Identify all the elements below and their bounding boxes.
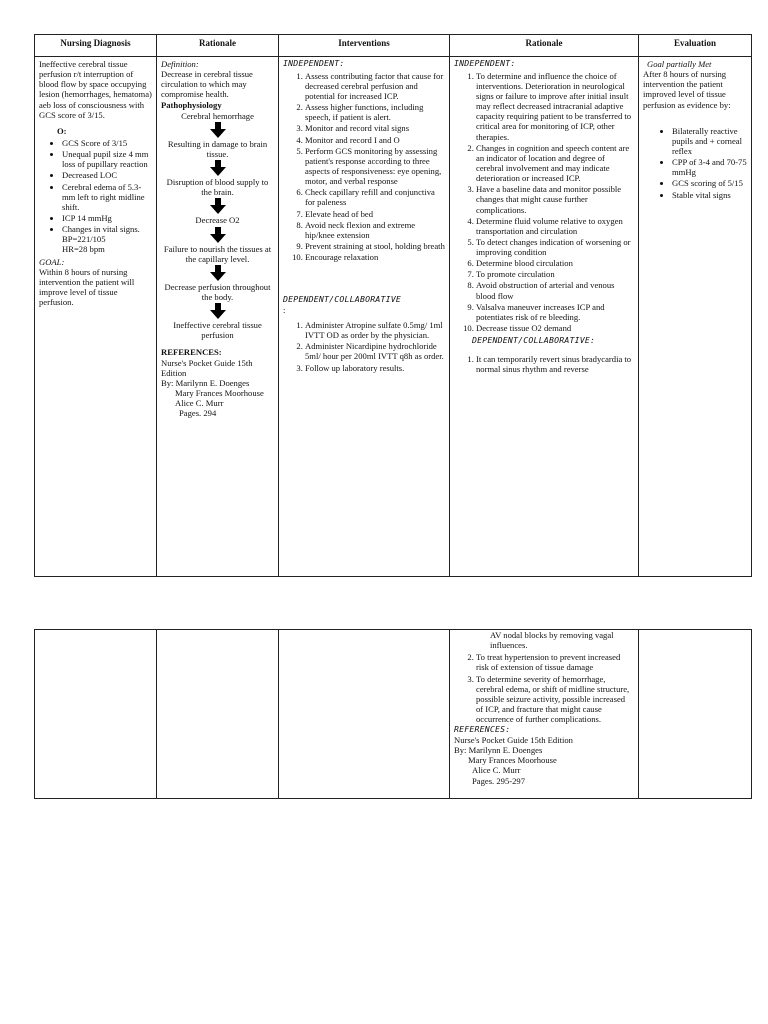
flow-step: Resulting in damage to brain tissue. <box>167 138 268 159</box>
flow-step: Decrease O2 <box>195 215 240 226</box>
rationale-cell <box>157 57 279 577</box>
list-item: 3. Follow up laboratory results. <box>305 363 445 373</box>
list-item: • GCS Score of 3/15 <box>62 138 152 148</box>
list-item: 7. To promote circulation <box>476 269 634 279</box>
list-item: • CPP of 3-4 and 70-75 mmHg <box>672 157 747 177</box>
evaluation-cell <box>639 57 752 577</box>
list-item: • ICP 14 mmHg <box>62 213 152 223</box>
header-row <box>35 35 752 57</box>
independent-label: INDEPENDENT: <box>454 58 516 68</box>
definition-text: Decrease in cerebral tissue circulation to which may compromise health. <box>161 69 253 100</box>
list-item: 6. Determine blood circulation <box>476 258 634 268</box>
reference-book: Nurse's Pocket Guide 15th Edition <box>161 357 253 378</box>
list-item: 1. Administer Atropine sulfate 0.5mg/ 1ml IVTT OD as order by the physician. <box>305 320 445 340</box>
list-item: • GCS scoring of 5/15 <box>672 178 747 188</box>
reference-coauthor: Alice C. Murr <box>472 765 521 776</box>
list-item: 4. Monitor and record I and O <box>305 135 445 145</box>
reference-coauthors: Mary Frances Moorhouse Alice C. Murr <box>175 387 264 409</box>
vital-hr: HR=28 bpm <box>62 244 105 255</box>
list-item: 10. Encourage relaxation <box>305 252 445 262</box>
references-label: REFERENCES: <box>454 724 511 735</box>
flow-step: Ineffective cerebral tissue perfusion <box>173 320 262 341</box>
reference-author: By: Marilynn E. Doenges <box>454 745 543 756</box>
rationale-2-cell <box>450 630 639 799</box>
care-plan-table-page-1 <box>34 34 752 577</box>
down-arrow-icon <box>209 227 227 243</box>
list-item: 2. Administer Nicardipine hydrochloride 5ml/ hour per 200ml IVTT q8h as order. <box>305 341 445 361</box>
list-item: • Bilaterally reactive pupils and + corneal reflex <box>672 126 747 156</box>
list-item: 5. Perform GCS monitoring by assessing patient's response according to three aspects of responsiveness: eye opening, motor, and verbal response <box>305 146 445 187</box>
list-item: 3. Monitor and record vital signs <box>305 123 445 133</box>
list-item: 8. Avoid obstruction of arterial and venous blood flow <box>476 280 634 300</box>
definition-label: Definition: <box>161 59 199 69</box>
references-label: REFERENCES: <box>161 347 222 358</box>
list-item: 9. Prevent straining at stool, holding breath <box>305 241 445 251</box>
body-row <box>35 630 752 799</box>
care-plan-table-page-2 <box>34 629 752 799</box>
dependent-label: DEPENDENT/COLLABORATIVE <box>283 294 401 305</box>
list-item: 1. To determine and influence the choice of interventions. Deterioration in neurological signs or failure to improve after initial insult may reflect decreased intracranial adaptive capacity requiring patient to be transferred to critical area for monitoring of ICP, other therapies. <box>476 71 634 142</box>
rationale-2-cell <box>450 57 639 577</box>
header-evaluation: Evaluation <box>639 35 752 57</box>
independent-label: INDEPENDENT: <box>283 58 345 68</box>
down-arrow-icon <box>209 303 227 319</box>
list-item: 7. Elevate head of bed <box>305 209 445 219</box>
dependent-interventions-list <box>283 320 445 373</box>
list-item: • Stable vital signs <box>672 190 747 200</box>
vital-signs-label: Changes in vital signs. <box>62 224 140 235</box>
list-item: • Unequal pupil size 4 mm loss of pupillary reaction <box>62 149 152 169</box>
evaluation-statement: After 8 hours of nursing intervention the patient improved level of tissue perfusion as evidence by: <box>643 69 731 110</box>
dependent-rationale-list-continued <box>454 652 634 724</box>
objective-list <box>47 138 152 255</box>
diagnosis-statement: Ineffective cerebral tissue perfusion r/t interruption of blood flow by space occupying lesion (hemorrhages, hematoma) aeb loss of consciousness with GCS score of 3/15. <box>39 59 152 120</box>
list-item: 9. Valsalva maneuver increases ICP and potentiates risk of re bleeding. <box>476 302 634 322</box>
reference-book: Nurse's Pocket Guide 15th Edition <box>454 734 573 745</box>
diagnosis-cell <box>35 630 157 799</box>
list-item <box>62 224 152 254</box>
goal-label: GOAL: <box>39 256 65 267</box>
list-item: 2. Changes in cognition and speech content are an indicator of location and degree of cerebral involvement and may indicate deterioration or increased ICP. <box>476 143 634 184</box>
header-rationale: Rationale <box>157 35 279 57</box>
interventions-cell <box>279 630 450 799</box>
goal-text: Within 8 hours of nursing intervention the patient will improve level of tissue perfusion. <box>39 266 135 308</box>
down-arrow-icon <box>209 122 227 138</box>
down-arrow-icon <box>209 160 227 176</box>
reference-pages: Pages. 295-297 <box>472 775 525 786</box>
flow-step: Cerebral hemorrhage <box>181 110 254 121</box>
list-item: 2. To treat hypertension to prevent increased risk of extension of tissue damage <box>476 652 634 672</box>
list-item: • Cerebral edema of 5.3-mm left to right midline shift. <box>62 182 152 212</box>
list-item: 2. Assess higher functions, including speech, if patient is alert. <box>305 102 445 122</box>
header-nursing-diagnosis: Nursing Diagnosis <box>35 35 157 57</box>
reference-coauthor: Mary Frances Moorhouse <box>468 755 557 766</box>
header-rationale-2: Rationale <box>450 35 639 57</box>
dependent-label-colon: : <box>283 304 286 315</box>
list-item: 10. Decrease tissue O2 demand <box>476 323 634 333</box>
dependent-rationale-continued: AV nodal blocks by removing vagal influences. <box>490 630 614 651</box>
pathophysiology-label: Pathophysiology <box>161 99 222 110</box>
list-item: 6. Check capillary refill and conjunctiva for paleness <box>305 187 445 207</box>
evaluation-evidence-list <box>657 126 747 200</box>
independent-rationale-list <box>454 71 634 334</box>
list-item: 1. Assess contributing factor that cause for decreased cerebral perfusion and potential for increased ICP. <box>305 71 445 101</box>
flow-step: Disruption of blood supply to the brain. <box>166 177 269 198</box>
list-item: 3. To determine severity of hemorrhage, cerebral edema, or shift of midline structure, possible seizure activity, possible increased of ICP, and fracture that might cause occurrence of further complications. <box>476 674 634 725</box>
body-row <box>35 57 752 577</box>
list-item: • Decreased LOC <box>62 170 152 180</box>
interventions-cell <box>279 57 450 577</box>
objective-label: O: <box>57 125 67 136</box>
reference-pages: Pages. 294 <box>179 408 217 419</box>
independent-interventions-list <box>283 71 445 263</box>
list-item: 1. It can temporarily revert sinus bradycardia to normal sinus rhythm and reverse <box>476 354 634 374</box>
dependent-rationale-list <box>454 354 634 374</box>
header-interventions: Interventions <box>279 35 450 57</box>
flow-step: Decrease perfusion throughout the body. <box>164 281 271 302</box>
evaluation-cell <box>639 630 752 799</box>
flow-step: Failure to nourish the tissues at the capillary level. <box>163 243 272 264</box>
rationale-cell <box>157 630 279 799</box>
diagnosis-cell <box>35 57 157 577</box>
down-arrow-icon <box>209 198 227 214</box>
list-item: 8. Avoid neck flexion and extreme hip/knee extension <box>305 220 445 240</box>
list-item: 4. Determine fluid volume relative to oxygen transportation and circulation <box>476 216 634 236</box>
reference-author: By: Marilynn E. Doenges <box>161 377 250 388</box>
dependent-label: DEPENDENT/COLLABORATIVE: <box>472 335 596 346</box>
list-item: 3. Have a baseline data and monitor possible changes that might cause further complications. <box>476 184 634 214</box>
list-item: 5. To detect changes indication of worsening or improving condition <box>476 237 634 257</box>
vital-bp: BP=221/105 <box>62 234 106 245</box>
goal-status: Goal partially Met <box>647 59 712 69</box>
down-arrow-icon <box>209 265 227 281</box>
